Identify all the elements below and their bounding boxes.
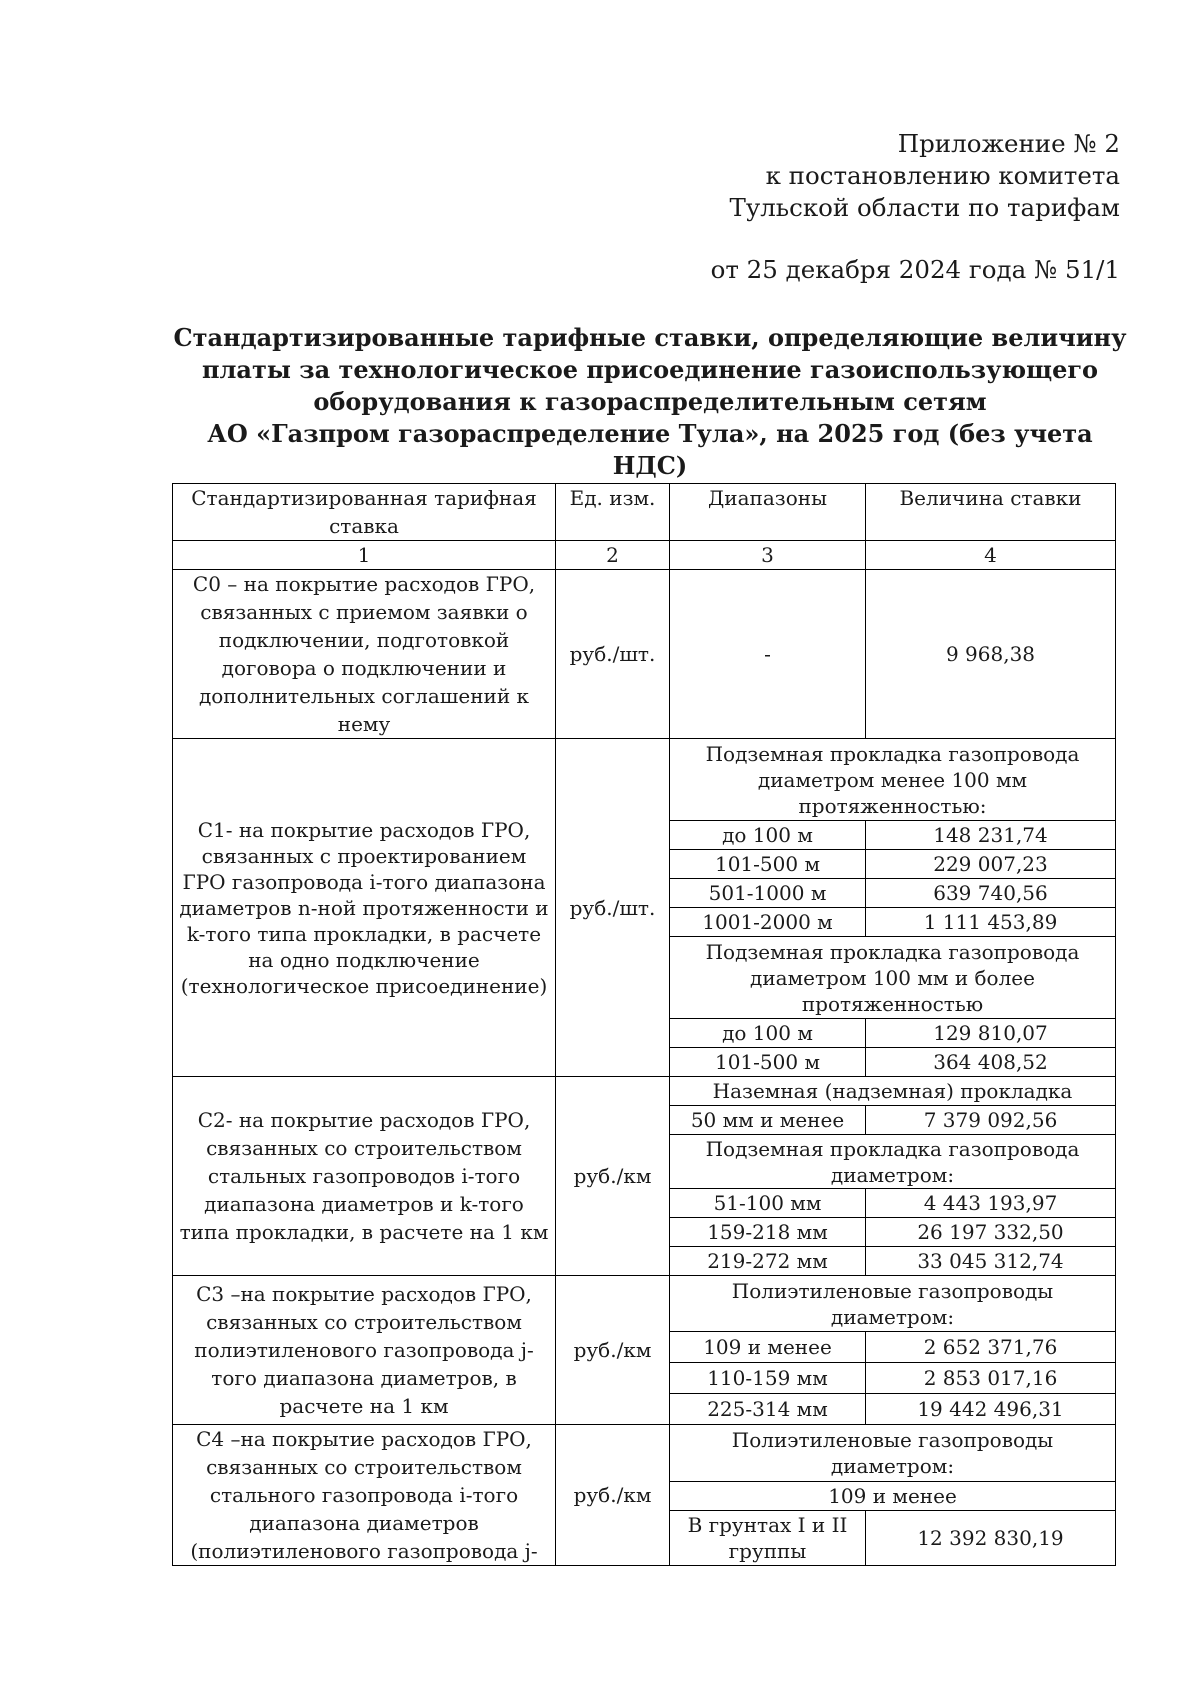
rate-unit: руб./км (556, 1425, 670, 1566)
rate-value: 1 111 453,89 (866, 908, 1116, 937)
rate-description-c3: С3 –на покрытие расходов ГРО, связанных со строительством полиэтиленового газопровода j-того диапазона диаметров, в расчете на 1 км (173, 1276, 556, 1425)
rate-range: 1001-2000 м (670, 908, 866, 937)
rate-range: до 100 м (670, 821, 866, 850)
rate-range: 501-1000 м (670, 879, 866, 908)
range-subgroup-heading: 109 и менее (670, 1481, 1116, 1510)
appendix-date: от 25 декабря 2024 года № 51/1 (710, 255, 1120, 284)
column-number: 4 (866, 541, 1116, 570)
rate-range: 51-100 мм (670, 1189, 866, 1218)
rate-range: - (670, 570, 866, 739)
table-row (173, 1425, 1116, 1482)
table-row (173, 1077, 1116, 1106)
rate-value: 2 652 371,76 (866, 1332, 1116, 1363)
rate-description-c0: С0 – на покрытие расходов ГРО, связанных с приемом заявки о подключении, подготовкой договора о подключении и дополнительных соглашений к нему (173, 570, 556, 739)
title-line: Стандартизированные тарифные ставки, определяющие величину (173, 323, 1127, 352)
rate-value: 639 740,56 (866, 879, 1116, 908)
rate-range: 101-500 м (670, 1048, 866, 1077)
range-group-heading: Наземная (надземная) прокладка (670, 1077, 1116, 1106)
appendix-committee: Тульской области по тарифам (729, 193, 1120, 222)
rate-range: до 100 м (670, 1019, 866, 1048)
rate-description-c2: С2- на покрытие расходов ГРО, связанных со строительством стальных газопроводов i-того диапазона диаметров и k-того типа прокладки, в расчете на 1 км (173, 1077, 556, 1276)
rate-unit: руб./шт. (556, 570, 670, 739)
range-group-heading: Подземная прокладка газопровода диаметром менее 100 мм протяженностью: (670, 739, 1116, 821)
column-header: Величина ставки (866, 484, 1116, 541)
appendix-resolution: к постановлению комитета (765, 161, 1120, 190)
rate-range: 50 мм и менее (670, 1106, 866, 1135)
rate-value: 33 045 312,74 (866, 1247, 1116, 1276)
rate-range: 101-500 м (670, 850, 866, 879)
rate-value: 7 379 092,56 (866, 1106, 1116, 1135)
column-number: 3 (670, 541, 866, 570)
rate-range: В грунтах I и II группы (670, 1511, 866, 1566)
range-group-heading: Полиэтиленовые газопроводы диаметром: (670, 1276, 1116, 1332)
rate-value: 364 408,52 (866, 1048, 1116, 1077)
tariff-rates-table (172, 483, 1116, 1566)
appendix-header (600, 128, 1120, 286)
rate-value: 19 442 496,31 (866, 1394, 1116, 1425)
table-row (173, 1276, 1116, 1332)
rate-range: 110-159 мм (670, 1363, 866, 1394)
rate-value: 129 810,07 (866, 1019, 1116, 1048)
range-group-heading: Подземная прокладка газопровода диаметром: (670, 1135, 1116, 1189)
title-line: АО «Газпром газораспределение Тула», на 2025 год (без учета НДС) (207, 419, 1093, 480)
range-group-heading: Подземная прокладка газопровода диаметром 100 мм и более протяженностью (670, 937, 1116, 1019)
table-header-row (173, 484, 1116, 541)
rate-description-c1: С1- на покрытие расходов ГРО, связанных с проектированием ГРО газопровода i-того диапазона диаметров n-ной протяженности и k-того типа прокладки, в расчете на одно подключение (технологическое присоединение) (173, 739, 556, 1077)
range-group-heading: Полиэтиленовые газопроводы диаметром: (670, 1425, 1116, 1482)
rate-range: 159-218 мм (670, 1218, 866, 1247)
rate-unit: руб./км (556, 1276, 670, 1425)
document-title (170, 322, 1130, 482)
rate-unit: руб./шт. (556, 739, 670, 1077)
rate-range: 219-272 мм (670, 1247, 866, 1276)
rate-value: 4 443 193,97 (866, 1189, 1116, 1218)
rate-value: 26 197 332,50 (866, 1218, 1116, 1247)
rate-value: 148 231,74 (866, 821, 1116, 850)
appendix-number: Приложение № 2 (897, 129, 1120, 158)
title-line: оборудования к газораспределительным сетям (313, 387, 987, 416)
rate-value: 2 853 017,16 (866, 1363, 1116, 1394)
rate-value: 12 392 830,19 (866, 1511, 1116, 1566)
column-number: 1 (173, 541, 556, 570)
table-row (173, 570, 1116, 739)
rate-value: 229 007,23 (866, 850, 1116, 879)
table-row (173, 739, 1116, 821)
column-number: 2 (556, 541, 670, 570)
title-line: платы за технологическое присоединение газоиспользующего (201, 355, 1099, 384)
rate-unit: руб./км (556, 1077, 670, 1276)
column-header: Диапазоны (670, 484, 866, 541)
column-number-row (173, 541, 1116, 570)
column-header: Стандартизированная тарифная ставка (173, 484, 556, 541)
rate-range: 109 и менее (670, 1332, 866, 1363)
rate-range: 225-314 мм (670, 1394, 866, 1425)
rate-value: 9 968,38 (866, 570, 1116, 739)
rate-description-c4: С4 –на покрытие расходов ГРО, связанных со строительством стального газопровода i-того диапазона диаметров (полиэтиленового газопровода j- (173, 1425, 556, 1566)
column-header: Ед. изм. (556, 484, 670, 541)
